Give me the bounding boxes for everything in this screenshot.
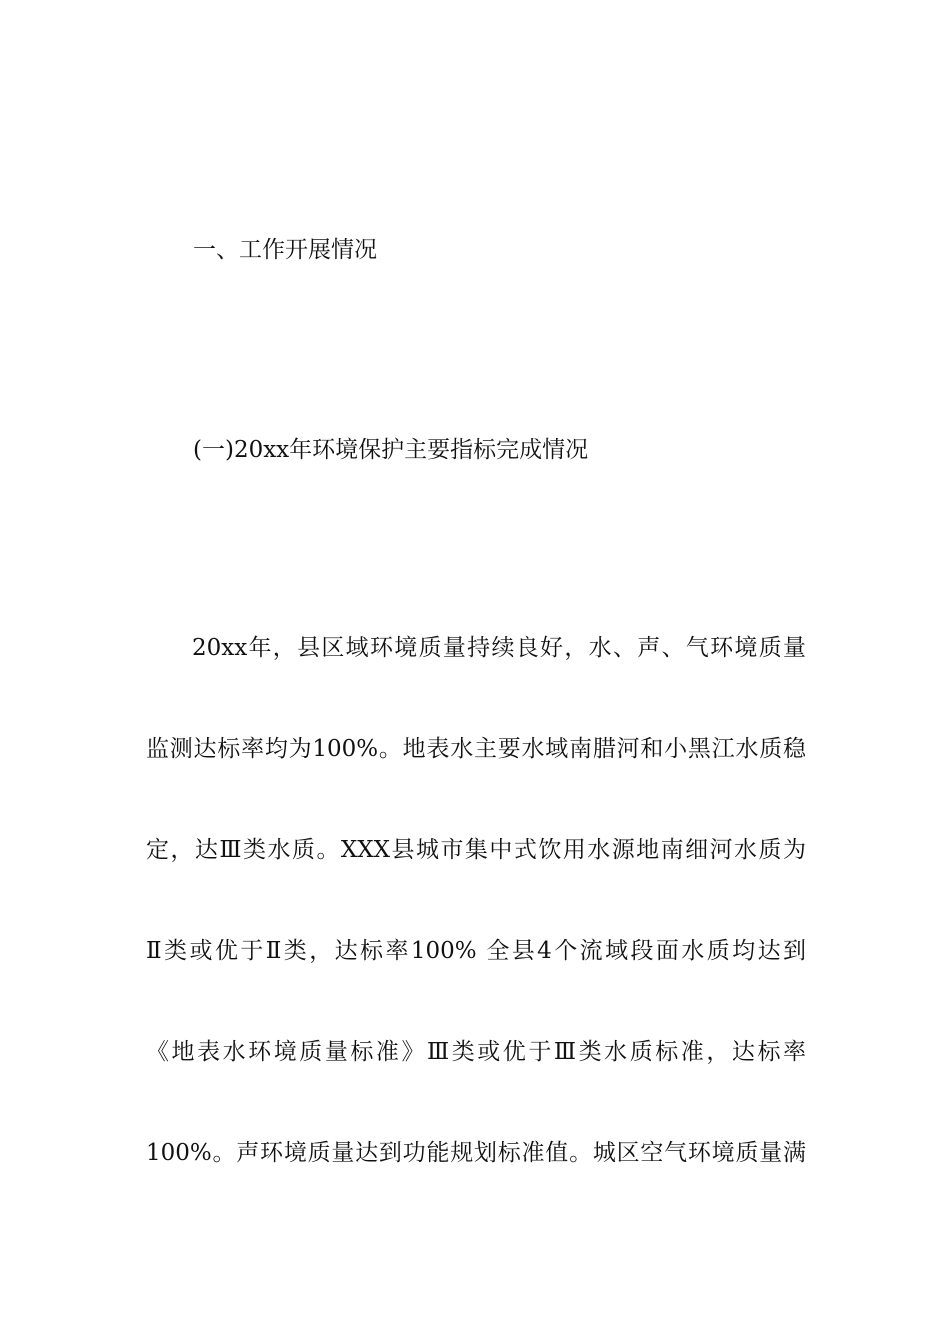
paragraph-line: 监测达标率均为100%。地表水主要水域南腊河和小黑江水质稳 xyxy=(146,736,806,762)
paragraph-line: 《地表水环境质量标准》Ⅲ类或优于Ⅲ类水质标准，达标率 xyxy=(146,1039,806,1065)
paragraph-line: 20xx年，县区域环境质量持续良好，水、声、气环境质量 xyxy=(192,635,806,661)
section-heading: 一、工作开展情况 xyxy=(193,237,377,263)
paragraph-line: Ⅱ类或优于Ⅱ类，达标率100% 全县4个流域段面水质均达到 xyxy=(146,938,806,964)
subsection-heading: (一)20xx年环境保护主要指标完成情况 xyxy=(193,437,589,463)
paragraph-line: 100%。声环境质量达到功能规划标准值。城区空气环境质量满 xyxy=(146,1140,806,1166)
paragraph-line: 定，达Ⅲ类水质。XXX县城市集中式饮用水源地南细河水质为 xyxy=(146,837,806,863)
